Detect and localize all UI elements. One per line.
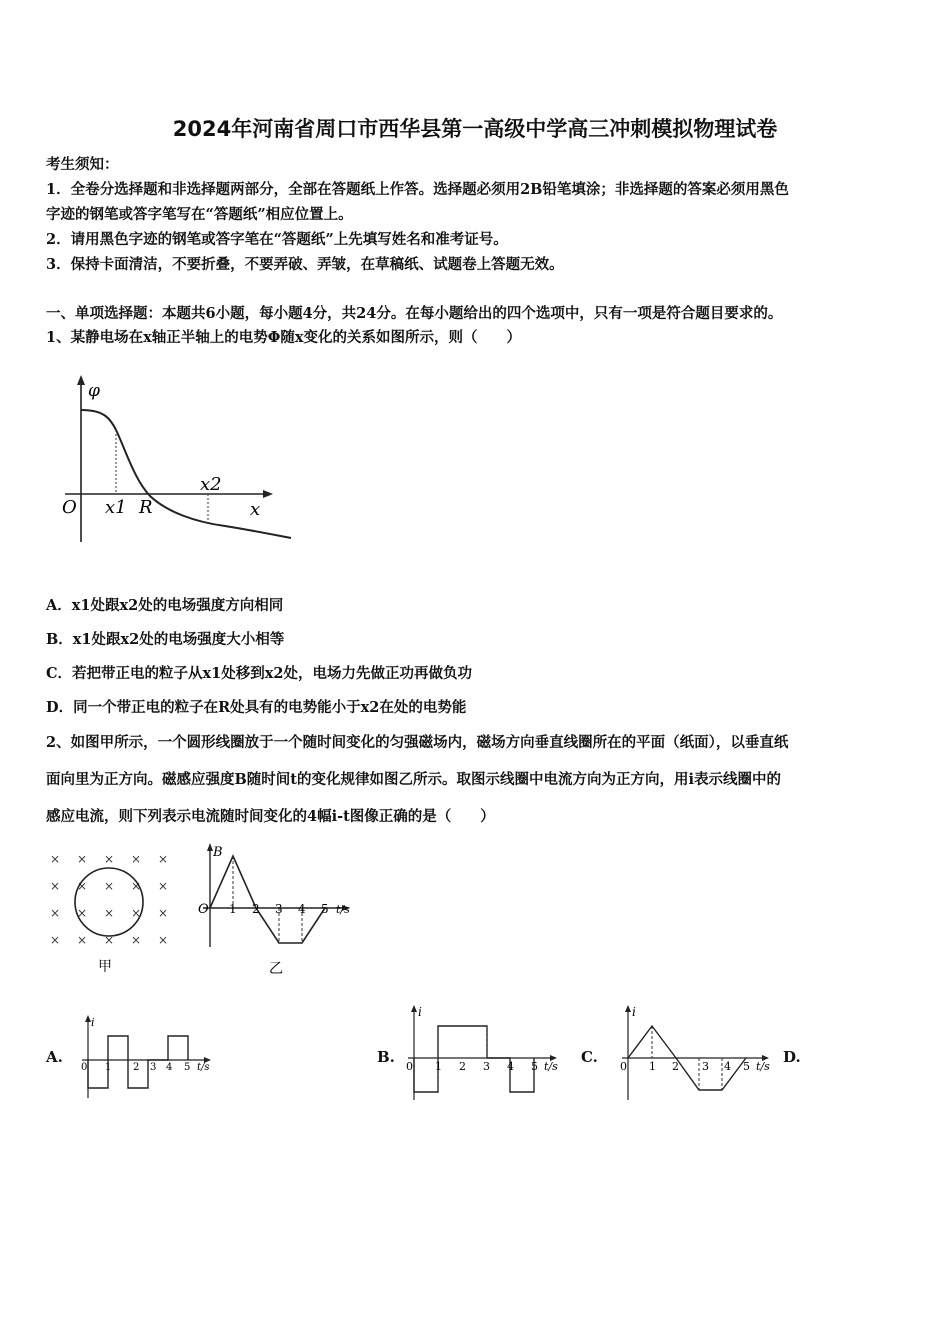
svg-text:3: 3	[483, 1060, 490, 1073]
svg-text:2: 2	[459, 1060, 466, 1073]
svg-text:×: ×	[103, 879, 115, 893]
q2-B-curve	[210, 856, 325, 943]
q2-fig-jia	[40, 845, 190, 980]
svg-text:t/s: t/s	[544, 1060, 558, 1073]
svg-text:×: ×	[76, 879, 88, 893]
svg-text:i: i	[632, 1005, 636, 1019]
svg-text:×: ×	[76, 852, 88, 866]
q1-option-a: A．x1处跟x2处的电场强度方向相同	[46, 597, 284, 614]
notice-item-2: 2．请用黑色字迹的钢笔或答字笔在“答题纸”上先填写姓名和准考证号。	[46, 231, 508, 248]
q1-x1-label: x1	[105, 497, 127, 518]
q1-x-label: x	[250, 499, 261, 520]
q2-fig-yi-origin: O	[198, 902, 209, 917]
q1-x2-label: x2	[200, 474, 222, 495]
svg-text:0: 0	[81, 1062, 88, 1073]
q1-y-arrow	[77, 375, 85, 385]
svg-text:×: ×	[49, 906, 61, 920]
q1-origin-label: O	[62, 497, 77, 518]
svg-text:4: 4	[724, 1060, 731, 1073]
svg-text:×: ×	[103, 852, 115, 866]
q1-x-arrow	[263, 490, 273, 498]
q1-potential-graph	[55, 372, 305, 552]
svg-text:×: ×	[103, 933, 115, 947]
svg-text:4: 4	[166, 1062, 173, 1073]
svg-text:×: ×	[76, 933, 88, 947]
svg-text:5: 5	[743, 1060, 750, 1073]
q2-fig-yi-ylabel: B	[213, 845, 223, 860]
q2-fig-yi-label: 乙	[269, 961, 283, 977]
svg-text:×: ×	[157, 879, 169, 893]
svg-text:×: ×	[157, 852, 169, 866]
q2-option-d-label: D.	[783, 1048, 801, 1066]
svg-text:0: 0	[406, 1060, 413, 1073]
svg-text:×: ×	[76, 906, 88, 920]
q2-stem-line-2: 面向里为正方向。磁感应强度B随时间t的变化规律如图乙所示。取图示线圈中电流方向为正方向，用i表示线圈中的	[46, 771, 781, 788]
svg-text:×: ×	[157, 906, 169, 920]
svg-text:i: i	[91, 1016, 95, 1029]
svg-text:×: ×	[49, 879, 61, 893]
svg-text:1: 1	[649, 1060, 656, 1073]
q2-fig-yi-tick-3: 3	[275, 902, 283, 916]
q2-stem-line-1: 2、如图甲所示，一个圆形线圈放于一个随时间变化的匀强磁场内，磁场方向垂直线圈所在的平面（纸面），以垂直纸	[46, 734, 789, 751]
svg-text:2: 2	[672, 1060, 679, 1073]
svg-text:×: ×	[130, 933, 142, 947]
q2-option-c-label: C.	[581, 1048, 598, 1066]
svg-text:×: ×	[130, 852, 142, 866]
q1-stem: 1、某静电场在x轴正半轴上的电势Φ随x变化的关系如图所示，则（ ）	[46, 329, 522, 346]
q2-fig-yi-tick-4: 4	[298, 902, 306, 916]
notice-item-1: 1．全卷分选择题和非选择题两部分，全部在答题纸上作答。选择题必须用2B铅笔填涂；非选择题的答案必须用黑色	[46, 181, 789, 198]
q1-option-b: B．x1处跟x2处的电场强度大小相等	[46, 631, 285, 648]
svg-text:×: ×	[103, 906, 115, 920]
q2-fig-yi-tick-1: 1	[229, 902, 237, 916]
svg-text:×: ×	[49, 852, 61, 866]
svg-text:t/s: t/s	[197, 1062, 210, 1073]
q2-fig-yi-tick-5: 5	[321, 902, 329, 916]
svg-text:×: ×	[49, 933, 61, 947]
svg-text:0: 0	[620, 1060, 627, 1073]
q2-option-b-graph	[402, 1002, 572, 1104]
svg-text:i: i	[418, 1005, 422, 1019]
q1-R-label: R	[139, 497, 153, 518]
svg-text:×: ×	[130, 906, 142, 920]
q2-fig-yi-tick-2: 2	[252, 902, 260, 916]
svg-text:5: 5	[184, 1062, 191, 1073]
svg-text:t/s: t/s	[756, 1060, 770, 1073]
paper-title: 2024年河南省周口市西华县第一高级中学高三冲刺模拟物理试卷	[172, 117, 778, 141]
svg-text:1: 1	[435, 1060, 442, 1073]
q2-option-c-graph	[614, 1002, 779, 1104]
q2-option-a-graph	[78, 1012, 228, 1104]
notice-heading: 考生须知：	[46, 156, 119, 173]
svg-text:5: 5	[531, 1060, 538, 1073]
q2-option-b-label: B.	[377, 1048, 395, 1066]
svg-text:3: 3	[150, 1062, 157, 1073]
svg-text:4: 4	[507, 1060, 514, 1073]
q1-phi-label: φ	[88, 381, 100, 401]
svg-text:×: ×	[157, 933, 169, 947]
svg-text:×: ×	[130, 879, 142, 893]
q2-field-crosses	[50, 852, 168, 947]
q1-option-c: C．若把带正电的粒子从x1处移到x2处，电场力先做正功再做负功	[46, 665, 473, 682]
notice-item-1-cont: 字迹的钢笔或答字笔写在“答题纸”相应位置上。	[46, 206, 353, 223]
q2-option-a-label: A.	[46, 1048, 63, 1066]
q2-option-b-curve	[414, 1026, 534, 1092]
notice-item-3: 3．保持卡面清洁，不要折叠，不要弄破、弄皱，在草稿纸、试题卷上答题无效。	[46, 256, 564, 273]
q2-stem-line-3: 感应电流，则下列表示电流随时间变化的4幅i-t图像正确的是（ ）	[46, 808, 495, 825]
svg-text:2: 2	[133, 1062, 140, 1073]
q2-fig-jia-label: 甲	[98, 959, 112, 975]
svg-text:3: 3	[702, 1060, 709, 1073]
svg-text:1: 1	[105, 1062, 112, 1073]
q2-fig-yi-xlabel: t/s	[336, 903, 350, 916]
section-heading: 一、单项选择题：本题共6小题，每小题4分，共24分。在每小题给出的四个选项中，只有一项是符合题目要求的。	[46, 305, 783, 322]
q2-fig-yi	[195, 840, 360, 980]
q1-option-d: D．同一个带正电的粒子在R处具有的电势能小于x2在处的电势能	[46, 699, 467, 716]
